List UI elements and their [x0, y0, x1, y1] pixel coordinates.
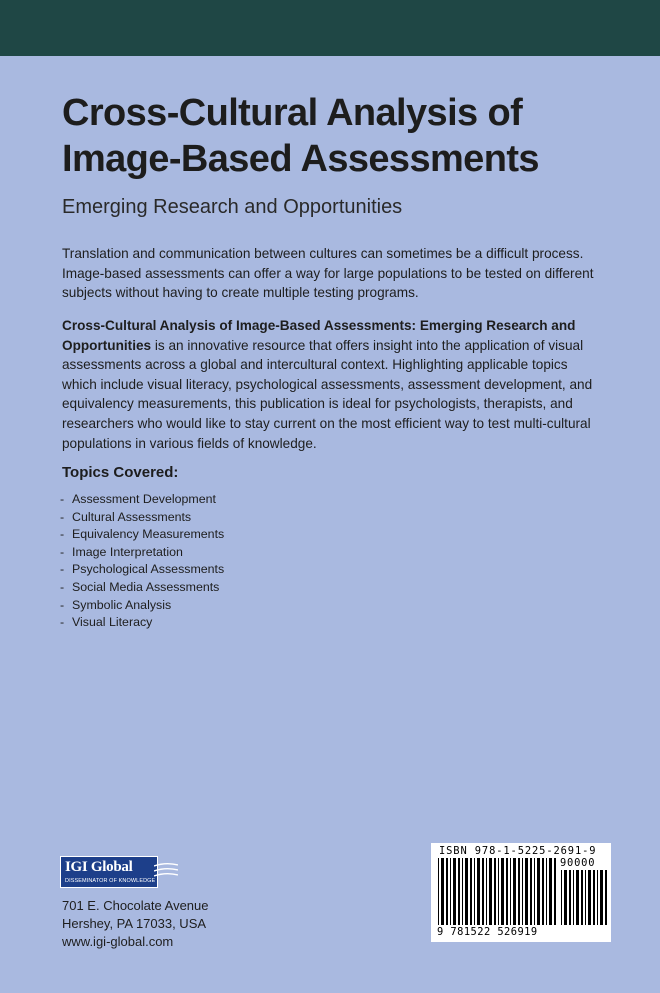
book-subtitle: Emerging Research and Opportunities [62, 196, 403, 218]
description-paragraph-1: Translation and communication between cultures can sometimes be a difficult process. Image-based assessments can offer a way for large populations to be tested on different subjects without having to create multiple testing programs. [62, 246, 594, 301]
barcode-bar [441, 858, 444, 925]
barcode-bar [549, 858, 552, 925]
barcode-bar [564, 870, 567, 925]
topic-label: Psychological Assessments [72, 562, 225, 577]
barcode-bar [465, 858, 468, 925]
barcode-bar [438, 858, 439, 925]
topic-dash: - [60, 562, 65, 577]
address-city: Hershey, PA 17033, USA [62, 916, 207, 931]
barcode-bar [534, 858, 535, 925]
barcode-bar [569, 870, 571, 925]
publisher-address [62, 897, 209, 951]
publisher-logo-main: IGI Global [65, 859, 133, 875]
top-color-band [0, 0, 660, 56]
publisher-logo [60, 856, 178, 888]
logo-swoosh-icon [154, 862, 178, 882]
barcode-bar [482, 858, 484, 925]
barcode-bar [458, 858, 460, 925]
topic-dash: - [60, 615, 65, 630]
topics-list [60, 491, 224, 632]
book-title-line2: Image-Based Assessments [62, 138, 539, 180]
book-title-line1: Cross-Cultural Analysis of [62, 92, 523, 134]
topics-heading: Topics Covered: [62, 464, 179, 481]
topic-label: Symbolic Analysis [72, 597, 172, 612]
topic-dash: - [60, 579, 65, 594]
topic-dash: - [60, 492, 65, 506]
barcode-bar [522, 858, 523, 925]
barcode-bar [593, 870, 595, 925]
isbn-barcode [431, 843, 611, 942]
topic-item [60, 509, 224, 527]
publisher-logo-box [60, 856, 158, 888]
barcode-bar [525, 858, 528, 925]
barcode-bar [506, 858, 508, 925]
barcode-bar [501, 858, 504, 925]
description-bold-title: Cross-Cultural Analysis of Image-Based Assessments: Emerging Research and Opportunities [62, 318, 576, 353]
barcode-bar [530, 858, 532, 925]
barcode-bar [581, 870, 583, 925]
topic-item [60, 614, 224, 632]
topic-item [60, 544, 224, 562]
barcode-bar [510, 858, 511, 925]
barcode-bar [518, 858, 520, 925]
barcode-bar [561, 870, 562, 925]
barcode-bar [513, 858, 516, 925]
isbn-label: ISBN 978-1-5225-2691-9 [439, 845, 597, 857]
topic-label: Image Interpretation [72, 544, 183, 559]
barcode-bar [576, 870, 579, 925]
topic-dash: - [60, 509, 65, 524]
price-code: 90000 [560, 857, 596, 869]
barcode-bar [470, 858, 472, 925]
barcode-bar [450, 858, 451, 925]
topic-item [60, 526, 224, 544]
topic-item [60, 597, 224, 615]
barcode-bar [554, 858, 556, 925]
topic-item [60, 561, 224, 579]
barcode-bar [546, 858, 547, 925]
topic-dash: - [60, 527, 65, 542]
barcode-bar [477, 858, 480, 925]
barcode-bar [585, 870, 586, 925]
topic-label: Cultural Assessments [72, 509, 192, 524]
description-paragraph-2-text: is an innovative resource that offers insight into the application of visual assessments across a global and intercultural context. Highlighting applicable topics which include visual literacy, psychological assessments, assessment development, and equivalency measurements, this publication is ideal for psychologists, therapists, and researchers who would like to stay current on the most efficient way to test multi-cultural populations in various fields of knowledge. [62, 337, 593, 451]
barcode-bar [605, 870, 607, 925]
topic-item [60, 579, 224, 597]
barcode-bar [494, 858, 496, 925]
barcode-bar [486, 858, 487, 925]
topic-label: Equivalency Measurements [72, 527, 225, 542]
barcode-bar [600, 870, 603, 925]
barcode-bar [588, 870, 591, 925]
barcode-bar [537, 858, 540, 925]
ean-digits: 9 781522 526919 [437, 926, 538, 938]
publisher-logo-subtitle: DISSEMINATOR OF KNOWLEDGE [65, 878, 156, 884]
barcode-bar [462, 858, 463, 925]
barcode-bar [474, 858, 475, 925]
topic-label: Social Media Assessments [72, 579, 220, 594]
barcode-bar [498, 858, 499, 925]
publisher-website: www.igi-global.com [62, 934, 174, 949]
topic-label: Visual Literacy [72, 615, 153, 630]
topic-item [60, 491, 224, 509]
topic-label: Assessment Development [72, 492, 216, 506]
description-paragraph-2 [62, 316, 602, 453]
topic-dash: - [60, 597, 65, 612]
address-street: 701 E. Chocolate Avenue [62, 898, 209, 913]
barcode-bar [597, 870, 598, 925]
barcode-bar [446, 858, 448, 925]
barcode-bar [573, 870, 574, 925]
barcode-bar [542, 858, 544, 925]
barcode-bar [489, 858, 492, 925]
book-title [62, 90, 622, 182]
topic-dash: - [60, 544, 65, 559]
barcode-bar [453, 858, 456, 925]
